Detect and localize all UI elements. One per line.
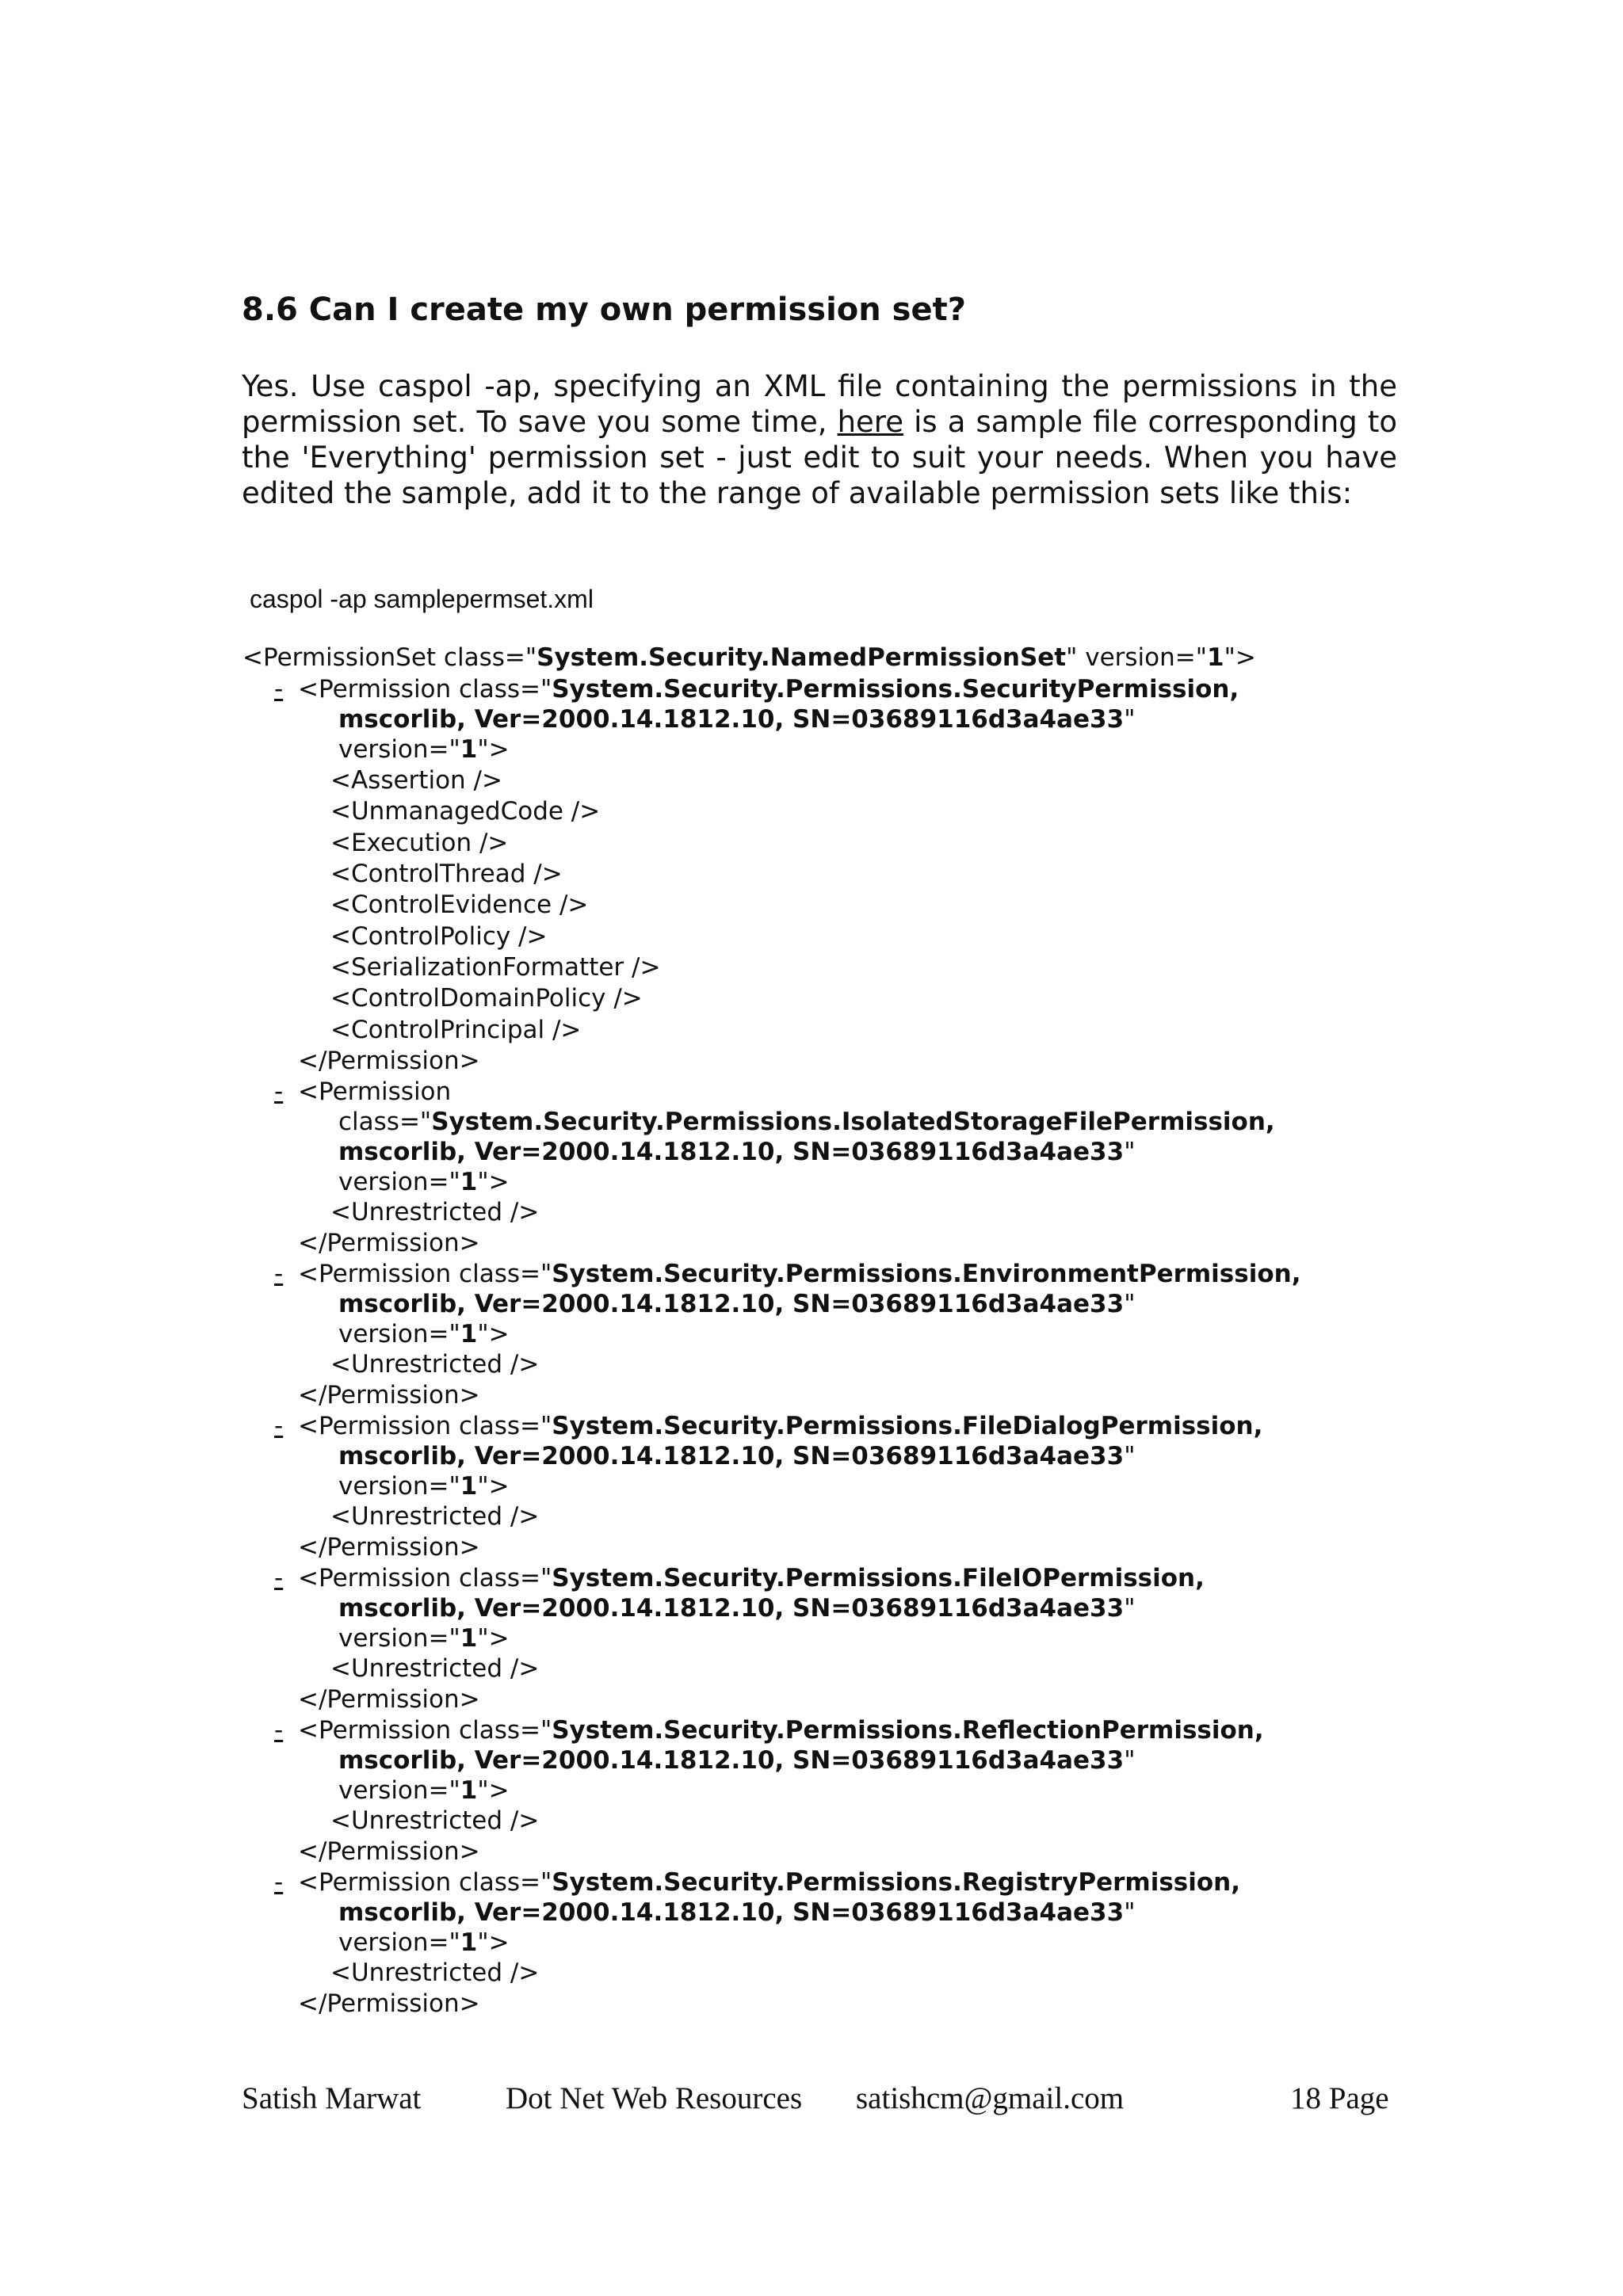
collapse-toggle[interactable]: - [274,1260,284,1288]
footer-site: Dot Net Web Resources [506,2081,803,2115]
xml-child: <ControlThread /> [330,860,563,888]
xml-permission-assembly: mscorlib, Ver=2000.14.1812.10, SN=03689116d3a4ae33" [338,1594,1136,1623]
xml-permission-version: version="1"> [338,735,510,764]
xml-child: <Unrestricted /> [330,1806,540,1835]
xml-permission-open: <Permission class="System.Security.Permissions.SecurityPermission, [298,675,1239,704]
xml-child: <Unrestricted /> [330,1350,540,1379]
xml-permission-close: </Permission> [298,1381,480,1409]
xml-permission-open: <Permission class="System.Security.Permissions.RegistryPermission, [298,1868,1241,1897]
xml-permission-open: <Permission [298,1077,452,1106]
xml-permission-version: version="1"> [338,1928,510,1957]
collapse-toggle[interactable]: - [274,1077,284,1106]
collapse-toggle[interactable]: - [274,675,284,704]
paragraph-text-1: Yes. Use caspol -ap, specifying an XML file containing the permissions in the permission set. To save you some time, [242,369,1397,439]
xml-permission-version: version="1"> [338,1168,510,1196]
xml-child: <Unrestricted /> [330,1958,540,1987]
xml-permission-open: <Permission class="System.Security.Permissions.ReflectionPermission, [298,1716,1264,1745]
xml-permission-version: version="1"> [338,1320,510,1348]
xml-child: <Unrestricted /> [330,1502,540,1531]
xml-permission-close: </Permission> [298,1685,480,1714]
xml-child: <Unrestricted /> [330,1198,540,1226]
xml-permission-assembly: mscorlib, Ver=2000.14.1812.10, SN=03689116d3a4ae33" [338,705,1136,734]
xml-child: <Execution /> [330,829,509,857]
xml-permission-version: version="1"> [338,1624,510,1653]
xml-child: <ControlEvidence /> [330,891,589,919]
xml-permission-close: </Permission> [298,1047,480,1075]
paragraph-text-2: is a sample file corresponding to the 'Everything' permission set - just edit to suit your needs. When you have edited the sample, add it to the range of available permission sets like this: [242,405,1398,510]
xml-child: <ControlDomainPolicy /> [330,984,643,1013]
xml-permission-version: version="1"> [338,1472,510,1501]
xml-child: <Unrestricted /> [330,1654,540,1683]
section-heading: 8.6 Can I create my own permission set? [242,292,966,328]
xml-child: <UnmanagedCode /> [330,797,601,826]
intro-paragraph [242,368,1397,511]
xml-child: <Assertion /> [330,766,502,795]
xml-permission-assembly: mscorlib, Ver=2000.14.1812.10, SN=03689116d3a4ae33" [338,1746,1136,1775]
xml-permission-open: <Permission class="System.Security.Permissions.FileIOPermission, [298,1564,1205,1592]
xml-child: <ControlPolicy /> [330,922,548,951]
xml-permission-open: <Permission class="System.Security.Permissions.EnvironmentPermission, [298,1260,1301,1288]
xml-child: <ControlPrincipal /> [330,1016,582,1044]
xml-permission-open: <Permission class="System.Security.Permissions.FileDialogPermission, [298,1412,1263,1440]
xml-permission-close: </Permission> [298,1533,480,1562]
collapse-toggle[interactable]: - [274,1564,284,1592]
here-link[interactable]: here [837,405,903,439]
collapse-toggle[interactable]: - [274,1412,284,1440]
xml-permission-close: </Permission> [298,1229,480,1257]
xml-root-open: <PermissionSet class="System.Security.NamedPermissionSet" version="1"> [242,643,1256,672]
xml-child: <SerializationFormatter /> [330,953,661,982]
xml-permission-close: </Permission> [298,1989,480,2018]
footer-page-number: 18 Page [1290,2081,1389,2115]
xml-permission-close: </Permission> [298,1837,480,1866]
footer-email: satishcm@gmail.com [856,2081,1125,2115]
footer-author: Satish Marwat [242,2081,422,2115]
caspol-command: caspol -ap samplepermset.xml [250,585,594,613]
collapse-toggle[interactable]: - [274,1716,284,1745]
xml-permission-version: version="1"> [338,1776,510,1805]
xml-permission-class: class="System.Security.Permissions.IsolatedStorageFilePermission, [338,1108,1275,1136]
xml-permission-assembly: mscorlib, Ver=2000.14.1812.10, SN=03689116d3a4ae33" [338,1442,1136,1470]
xml-permission-assembly: mscorlib, Ver=2000.14.1812.10, SN=03689116d3a4ae33" [338,1898,1136,1927]
xml-permission-assembly: mscorlib, Ver=2000.14.1812.10, SN=03689116d3a4ae33" [338,1290,1136,1318]
collapse-toggle[interactable]: - [274,1868,284,1897]
xml-permission-assembly: mscorlib, Ver=2000.14.1812.10, SN=03689116d3a4ae33" [338,1138,1136,1166]
